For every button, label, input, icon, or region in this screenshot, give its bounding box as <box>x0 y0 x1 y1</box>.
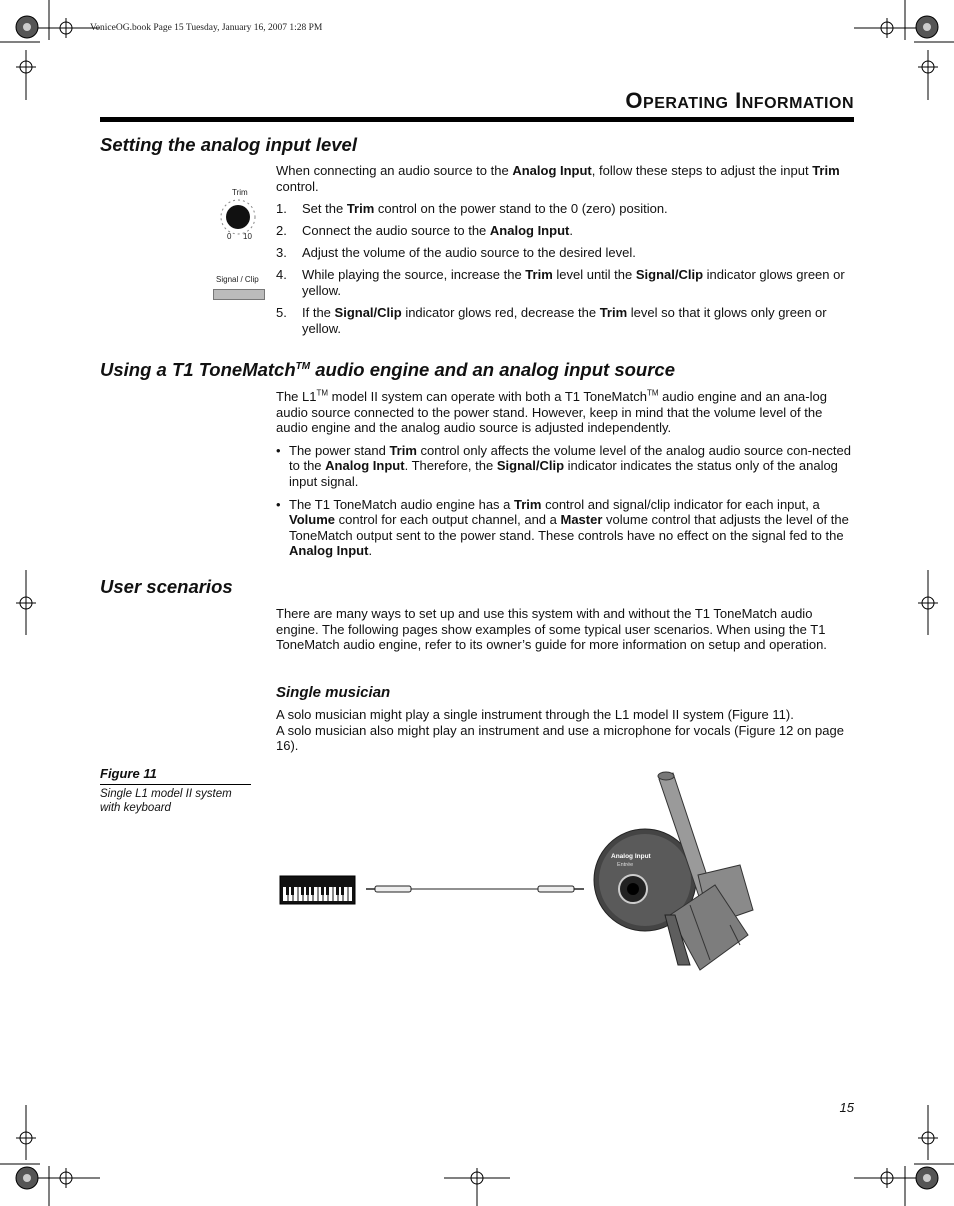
trim-knob-illustration <box>212 188 264 242</box>
cable-icon <box>366 886 584 892</box>
scenarios-intro <box>276 606 856 660</box>
section-heading-analog: Setting the analog input level <box>100 134 357 155</box>
tonematch-intro: The L1™ model II system can operate with both a T1 ToneMatch™ audio engine and an ana-log audio source connected to the power stand. However, keep in mind that the volume level of the audio engine and the analog audio source is adjusted independently. <box>276 388 827 436</box>
section-heading-tonematch: Using a T1 ToneMatch™ audio engine and an analog input source <box>100 359 676 380</box>
callout-subtitle: Entrée <box>617 862 634 868</box>
tonematch-bullets <box>276 443 856 559</box>
single-musician-heading: Single musician <box>276 684 391 701</box>
trim-min-label: 0 <box>227 232 232 241</box>
print-slug: VeniceOG.book Page 15 Tuesday, January 16, 2007 1:28 PM <box>90 23 323 33</box>
analog-instructions <box>276 163 856 343</box>
bullet-item: • The T1 ToneMatch audio engine has a Trim control and signal/clip indicator for each input, a Volume control for each output channel, and a Master volume control that adjusts the level of the ToneMatch output sent to the power stand. These controls have no effect on the signal fed to the Analog Input. <box>276 496 849 559</box>
chapter-rule <box>100 117 854 122</box>
chapter-title: OPERATING INFORMATION <box>625 88 854 113</box>
steps-list <box>276 201 856 336</box>
signal-clip-indicator <box>213 289 265 300</box>
step-item: 2. Connect the audio source to the Analog Input. <box>276 223 573 239</box>
callout-title: Analog Input <box>611 853 651 860</box>
figure-label: Figure 11 <box>100 766 251 785</box>
page-number: 15 <box>839 1100 854 1115</box>
single-musician-p2: A solo musician also might play an instrument and use a microphone for vocals (Figure 12 on page 16). <box>276 722 844 754</box>
signal-clip-label: Signal / Clip <box>216 275 259 284</box>
step-item: 4. While playing the source, increase the Trim level until the Signal/Clip indicator glows green or yellow. <box>276 267 845 299</box>
trim-max-label: 10 <box>243 232 252 241</box>
bullet-item: • The power stand Trim control only affects the volume level of the analog audio source con-nected to the Analog Input. Therefore, the Signal/Clip indicator indicates the status only of the analog input signal. <box>276 442 852 489</box>
scenarios-paragraph: There are many ways to set up and use this system with and without the T1 ToneMatch audio engine. The following pages show examples of some typical user scenarios. When using the T1 ToneMatch audio engine, refer to its owner’s guide for more information on setup and operation. <box>276 606 827 653</box>
knob-icon <box>212 196 264 236</box>
trim-label: Trim <box>232 188 248 197</box>
figure-caption: Single L1 model II system with keyboard <box>100 788 232 814</box>
analog-intro: When connecting an audio source to the Analog Input, follow these steps to adjust the input Trim control. <box>276 163 840 194</box>
step-item: 1. Set the Trim control on the power stand to the 0 (zero) position. <box>276 201 668 217</box>
figure-illustration <box>270 765 770 980</box>
tonematch-text <box>276 389 856 566</box>
section-heading-scenarios: User scenarios <box>100 576 233 597</box>
step-item: 5. If the Signal/Clip indicator glows red, decrease the Trim level so that it glows only green or yellow. <box>276 305 827 336</box>
single-musician-p1: A solo musician might play a single instrument through the L1 model II system (Figure 11). <box>276 707 794 722</box>
step-item: 3. Adjust the volume of the audio source to the desired level. <box>276 245 636 261</box>
single-musician-text <box>276 707 856 754</box>
keyboard-icon <box>280 876 355 904</box>
